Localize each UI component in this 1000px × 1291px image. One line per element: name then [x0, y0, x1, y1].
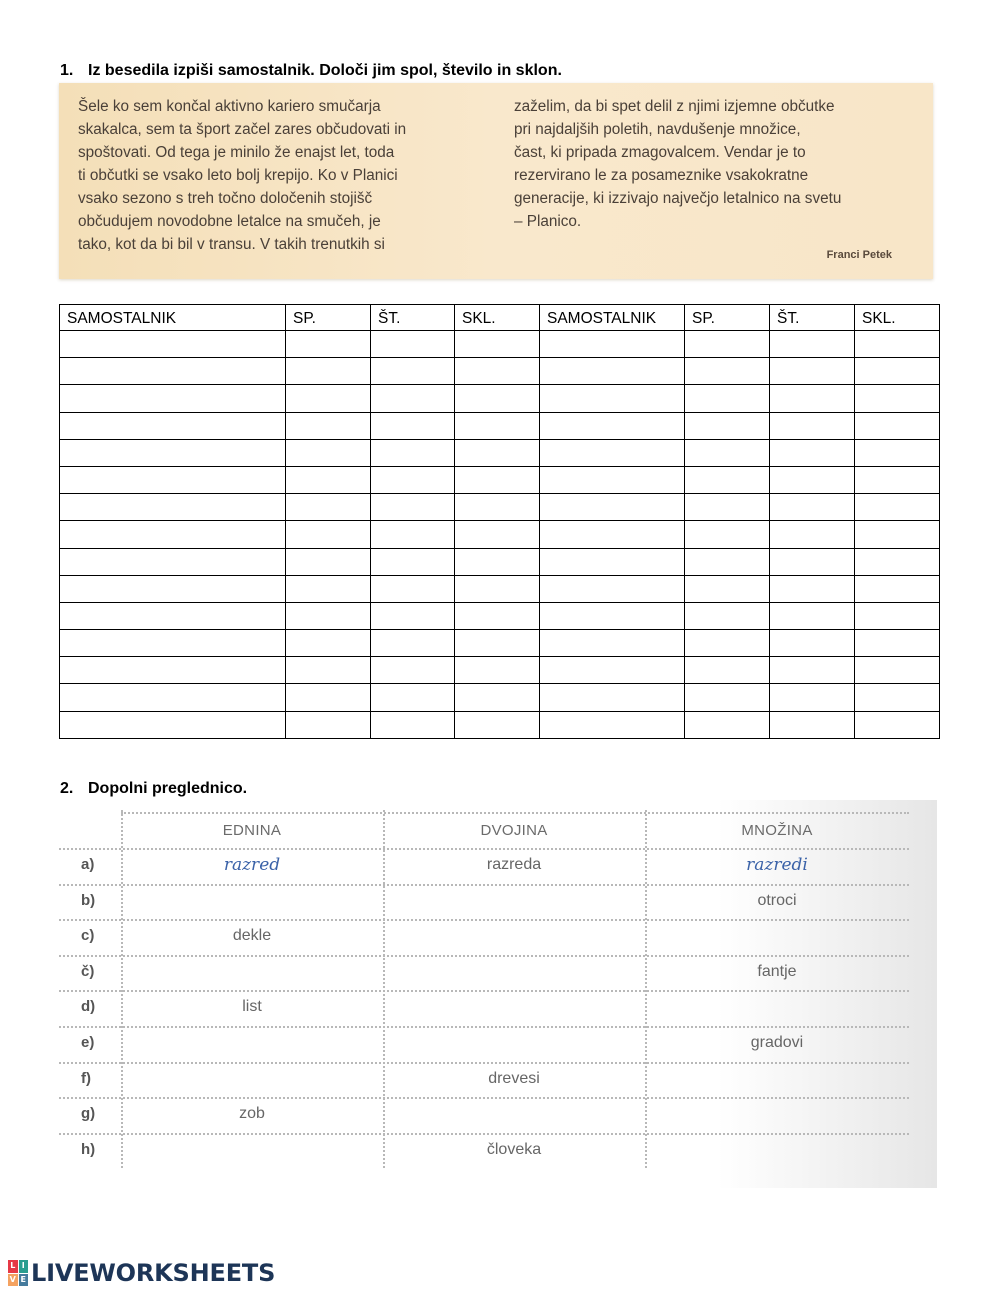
answer-cell[interactable] [455, 358, 540, 385]
answer-cell[interactable] [855, 575, 940, 602]
table-row [60, 385, 940, 412]
grid-cell-mnozina[interactable] [657, 1141, 897, 1163]
grid-cell-mnozina[interactable] [657, 998, 897, 1020]
answer-cell[interactable] [855, 412, 940, 439]
grid-divider [59, 1133, 909, 1135]
answer-cell[interactable] [60, 385, 286, 412]
answer-cell[interactable] [60, 602, 286, 629]
answer-cell[interactable] [770, 711, 855, 738]
grid-divider [121, 810, 123, 1168]
answer-cell[interactable] [685, 385, 770, 412]
logo-badge-letter: V [8, 1274, 18, 1287]
exercise-2-instruction: Dopolni preglednico. [88, 780, 248, 797]
passage-left-column [78, 95, 406, 256]
table-row [60, 521, 940, 548]
grid-divider [59, 919, 909, 921]
table-row [60, 358, 940, 385]
logo-badge-letter: I [19, 1260, 29, 1273]
table-row [60, 575, 940, 602]
answer-cell[interactable] [855, 439, 940, 466]
answer-cell[interactable] [60, 548, 286, 575]
row-label: c) [81, 927, 95, 945]
grid-divider [59, 1097, 909, 1099]
table-row [60, 412, 940, 439]
answer-cell[interactable] [685, 684, 770, 711]
answer-cell[interactable] [286, 575, 371, 602]
answer-cell[interactable] [770, 630, 855, 657]
answer-cell[interactable] [371, 711, 455, 738]
answer-cell[interactable] [540, 630, 685, 657]
answer-cell[interactable] [685, 439, 770, 466]
answer-cell[interactable] [371, 494, 455, 521]
table-header-cell: ŠT. [371, 305, 455, 331]
answer-cell[interactable] [371, 521, 455, 548]
answer-cell[interactable] [286, 331, 371, 358]
answer-cell[interactable] [286, 494, 371, 521]
answer-cell[interactable] [855, 466, 940, 493]
passage-line: spoštovati. Od tega je minilo že enajst let, toda [78, 144, 395, 161]
answer-cell[interactable] [60, 439, 286, 466]
table-header-cell: SKL. [455, 305, 540, 331]
answer-cell[interactable] [770, 412, 855, 439]
answer-cell[interactable] [60, 331, 286, 358]
answer-cell[interactable] [855, 630, 940, 657]
row-label: a) [81, 856, 95, 873]
row-label: g) [81, 1105, 96, 1123]
answer-cell[interactable] [371, 657, 455, 684]
answer-cell[interactable] [685, 602, 770, 629]
answer-cell[interactable] [286, 385, 371, 412]
table-row [60, 494, 940, 521]
answer-cell[interactable] [60, 412, 286, 439]
answer-cell[interactable] [455, 575, 540, 602]
answer-cell[interactable] [371, 602, 455, 629]
grid-divider [59, 955, 909, 957]
passage-line: ti občutki se vsako leto bolj krepijo. Ko v Planici [78, 167, 398, 184]
grid-cell-ednina: list [242, 998, 262, 1016]
table-row [60, 466, 940, 493]
answer-cell[interactable] [855, 657, 940, 684]
table-row [60, 684, 940, 711]
answer-cell[interactable] [540, 521, 685, 548]
grid-cell-ednina[interactable] [132, 1070, 372, 1092]
number-forms-grid [59, 800, 937, 1188]
answer-cell[interactable] [60, 466, 286, 493]
grid-cell-dvojina[interactable] [394, 1034, 634, 1056]
answer-cell[interactable] [286, 439, 371, 466]
answer-cell[interactable] [371, 331, 455, 358]
answer-cell[interactable] [685, 521, 770, 548]
answer-cell[interactable] [855, 331, 940, 358]
answer-cell[interactable] [540, 575, 685, 602]
table-header-cell: ŠT. [770, 305, 855, 331]
grid-divider [59, 884, 909, 886]
answer-cell[interactable] [770, 385, 855, 412]
answer-cell[interactable] [286, 412, 371, 439]
grid-divider [59, 1062, 909, 1064]
answer-cell[interactable] [855, 548, 940, 575]
answer-cell[interactable] [855, 358, 940, 385]
passage-line: generacije, ki izzivajo največjo letalnico na svetu [514, 190, 842, 207]
answer-cell[interactable] [540, 331, 685, 358]
table-row [60, 711, 940, 738]
grid-cell-dvojina: drevesi [488, 1069, 540, 1087]
grid-cell-dvojina[interactable] [394, 963, 634, 985]
answer-cell[interactable] [685, 331, 770, 358]
table-header-cell: SP. [286, 305, 371, 331]
answer-cell[interactable] [455, 385, 540, 412]
grid-cell-dvojina[interactable] [394, 927, 634, 949]
passage-line: – Planico. [514, 213, 582, 230]
answer-cell[interactable] [770, 494, 855, 521]
reading-passage [59, 83, 933, 279]
answer-cell[interactable] [455, 331, 540, 358]
grid-header-ednina: EDNINA [222, 822, 282, 839]
table-row [60, 602, 940, 629]
passage-line: vsako sezono s treh točno določenih stojišč [78, 190, 373, 207]
answer-cell[interactable] [770, 602, 855, 629]
answer-cell[interactable] [770, 657, 855, 684]
grid-cell-mnozina: otroci [757, 891, 797, 909]
grid-cell-mnozina: gradovi [750, 1034, 804, 1051]
grid-divider [121, 812, 909, 814]
answer-cell[interactable] [770, 439, 855, 466]
passage-line: čast, ki pripada zmagovalcem. Vendar je to [514, 144, 806, 161]
row-label: h) [81, 1140, 96, 1158]
nouns-table [59, 304, 940, 739]
logo-badge-letter: E [19, 1274, 29, 1287]
answer-cell[interactable] [455, 439, 540, 466]
exercise-1-title [60, 62, 562, 80]
answer-cell[interactable] [855, 602, 940, 629]
answer-cell[interactable] [286, 602, 371, 629]
answer-cell[interactable] [540, 548, 685, 575]
table-header-cell: SAMOSTALNIK [60, 305, 286, 331]
answer-cell[interactable] [60, 494, 286, 521]
answer-cell[interactable] [540, 385, 685, 412]
answer-cell[interactable] [770, 575, 855, 602]
answer-cell[interactable] [371, 439, 455, 466]
answer-cell[interactable] [286, 521, 371, 548]
answer-cell[interactable] [455, 548, 540, 575]
grid-cell-dvojina[interactable] [394, 892, 634, 914]
answer-cell[interactable] [286, 657, 371, 684]
passage-line: tako, kot da bi bil v transu. V takih trenutkih si [78, 236, 385, 253]
answer-cell[interactable] [685, 630, 770, 657]
answer-cell[interactable] [855, 521, 940, 548]
answer-cell[interactable] [685, 657, 770, 684]
grid-cell-mnozina: razredi [746, 855, 808, 875]
table-row [60, 331, 940, 358]
answer-cell[interactable] [371, 412, 455, 439]
passage-line: Šele ko sem končal aktivno kariero smučarja [78, 98, 381, 115]
row-label: e) [81, 1034, 95, 1051]
row-label: b) [81, 891, 96, 909]
passage-right-column [514, 95, 841, 233]
grid-divider [59, 1026, 909, 1028]
answer-cell[interactable] [685, 711, 770, 738]
answer-cell[interactable] [855, 711, 940, 738]
answer-cell[interactable] [685, 494, 770, 521]
passage-author: Franci Petek [826, 249, 892, 261]
answer-cell[interactable] [455, 466, 540, 493]
table-row [60, 439, 940, 466]
answer-cell[interactable] [770, 466, 855, 493]
answer-cell[interactable] [685, 575, 770, 602]
answer-cell[interactable] [286, 358, 371, 385]
table-header-row [60, 305, 940, 331]
answer-cell[interactable] [770, 358, 855, 385]
answer-cell[interactable] [540, 412, 685, 439]
answer-cell[interactable] [540, 657, 685, 684]
answer-cell[interactable] [60, 630, 286, 657]
table-header-cell: SKL. [855, 305, 940, 331]
exercise-1-number: 1. [60, 62, 74, 79]
grid-cell-ednina: dekle [232, 927, 272, 945]
grid-cell-ednina: razred [223, 855, 281, 875]
table-header-cell: SP. [685, 305, 770, 331]
answer-cell[interactable] [540, 494, 685, 521]
liveworksheets-logo [8, 1258, 275, 1288]
answer-cell[interactable] [685, 548, 770, 575]
answer-cell[interactable] [770, 331, 855, 358]
grid-divider [59, 990, 909, 992]
grid-cell-ednina: zob [239, 1105, 265, 1123]
answer-cell[interactable] [60, 358, 286, 385]
answer-cell[interactable] [540, 602, 685, 629]
answer-cell[interactable] [286, 711, 371, 738]
answer-cell[interactable] [770, 684, 855, 711]
answer-cell[interactable] [855, 385, 940, 412]
answer-cell[interactable] [540, 358, 685, 385]
logo-badge-icon [8, 1260, 28, 1286]
answer-cell[interactable] [540, 466, 685, 493]
answer-cell[interactable] [685, 466, 770, 493]
answer-cell[interactable] [371, 575, 455, 602]
answer-cell[interactable] [455, 630, 540, 657]
answer-cell[interactable] [855, 684, 940, 711]
answer-cell[interactable] [371, 358, 455, 385]
grid-cell-mnozina[interactable] [657, 1105, 897, 1127]
grid-cell-mnozina[interactable] [657, 1070, 897, 1092]
logo-badge-letter: L [8, 1260, 18, 1273]
row-label: f) [81, 1069, 91, 1087]
answer-cell[interactable] [685, 412, 770, 439]
grid-cell-ednina[interactable] [132, 1141, 372, 1163]
answer-cell[interactable] [371, 466, 455, 493]
grid-cell-dvojina: človeka [486, 1140, 542, 1158]
exercise-2-number: 2. [60, 780, 74, 797]
answer-cell[interactable] [540, 439, 685, 466]
grid-divider [645, 810, 647, 1168]
answer-cell[interactable] [455, 602, 540, 629]
answer-cell[interactable] [286, 630, 371, 657]
answer-cell[interactable] [286, 466, 371, 493]
row-label: d) [81, 998, 96, 1016]
answer-cell[interactable] [371, 630, 455, 657]
answer-cell[interactable] [540, 711, 685, 738]
passage-line: rezervirano le za posameznike vsakokratne [514, 167, 809, 184]
exercise-2-title [60, 780, 247, 798]
grid-cell-dvojina[interactable] [394, 998, 634, 1020]
answer-cell[interactable] [286, 548, 371, 575]
answer-cell[interactable] [540, 684, 685, 711]
answer-cell[interactable] [455, 412, 540, 439]
passage-line: pri najdaljših poletih, navdušenje množice, [514, 121, 801, 138]
passage-line: skakalca, sem ta šport začel zares občudovati in [78, 121, 407, 138]
grid-cell-ednina[interactable] [132, 892, 372, 914]
table-row [60, 630, 940, 657]
answer-cell[interactable] [685, 358, 770, 385]
answer-cell[interactable] [60, 711, 286, 738]
answer-cell[interactable] [770, 521, 855, 548]
grid-divider [59, 848, 909, 850]
grid-cell-dvojina: razreda [486, 856, 542, 873]
grid-cell-dvojina[interactable] [394, 1105, 634, 1127]
answer-cell[interactable] [286, 684, 371, 711]
answer-cell[interactable] [455, 494, 540, 521]
answer-cell[interactable] [455, 657, 540, 684]
logo-wordmark: LIVEWORKSHEETS [31, 1259, 276, 1287]
table-row [60, 548, 940, 575]
answer-cell[interactable] [371, 548, 455, 575]
grid-header-množina: MNOŽINA [741, 822, 813, 839]
row-label: č) [81, 962, 95, 980]
table-header-cell: SAMOSTALNIK [540, 305, 685, 331]
answer-cell[interactable] [455, 521, 540, 548]
answer-cell[interactable] [455, 684, 540, 711]
grid-cell-mnozina[interactable] [657, 927, 897, 949]
answer-cell[interactable] [371, 684, 455, 711]
answer-cell[interactable] [371, 385, 455, 412]
answer-cell[interactable] [60, 657, 286, 684]
passage-line: občudujem novodobne letalce na smučeh, je [78, 213, 381, 230]
grid-divider [383, 810, 385, 1168]
answer-cell[interactable] [60, 575, 286, 602]
grid-header-dvojina: DVOJINA [480, 822, 548, 839]
grid-cell-ednina[interactable] [132, 1034, 372, 1056]
grid-cell-mnozina: fantje [757, 962, 797, 980]
answer-cell[interactable] [770, 548, 855, 575]
answer-cell[interactable] [855, 494, 940, 521]
answer-cell[interactable] [455, 711, 540, 738]
passage-line: zaželim, da bi spet delil z njimi izjemne občutke [514, 98, 835, 115]
grid-cell-ednina[interactable] [132, 963, 372, 985]
table-row [60, 657, 940, 684]
answer-cell[interactable] [60, 684, 286, 711]
exercise-1-instruction: Iz besedila izpiši samostalnik. Določi jim spol, število in sklon. [88, 62, 562, 79]
answer-cell[interactable] [60, 521, 286, 548]
